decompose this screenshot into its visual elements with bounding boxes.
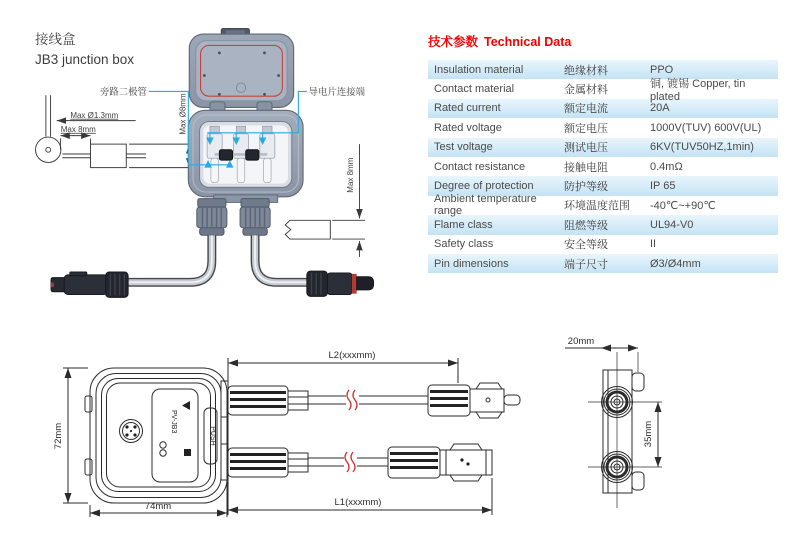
row-label-zh: 额定电压 [564,122,608,135]
row-label-en: Contact resistance [434,160,526,173]
dim-diode-body-dia: Max Ø8mm [178,93,188,135]
table-row [428,157,778,176]
table-row [428,118,778,137]
row-label-en: Rated voltage [434,121,502,134]
technical-data-title [428,32,778,50]
cert-mark [160,450,166,456]
dim-front-height: 72mm [53,422,64,450]
row-value: II [650,238,657,251]
row-label-zh: 端子尺寸 [564,258,608,271]
technical-data-section [428,32,778,273]
table-row [428,215,778,234]
row-value: 0.4mΩ [650,160,683,173]
cable-assembly-l2 [228,350,520,515]
front-view-drawing [53,368,228,517]
technical-data-title-en: Technical Data [484,35,572,49]
label-strip-terminal: 导电片连接端 [308,86,366,98]
warning-triangle-icon [182,401,190,410]
male-connector [307,271,374,296]
label-bypass-diode: 旁路二极管 [100,86,147,98]
row-label-en: Contact material [434,83,515,96]
dim-diode-lead-len: Max 8mm [60,124,96,134]
row-label-en: Degree of protection [434,180,534,193]
row-label-en: Test voltage [434,141,493,154]
diode-2 [246,150,259,160]
row-label-zh: 金属材料 [564,84,608,97]
cable-assembly-l1 [228,444,492,515]
push-label: PUSH [209,426,216,446]
row-label-zh: 防护等级 [564,181,608,194]
row-label-en: Ambient temperature range [434,193,537,218]
row-label-en: Insulation material [434,63,524,76]
dim-l2: L2(xxxmm) [328,350,376,361]
row-label-zh: 环境温度范围 [564,200,630,213]
dim-front-width: 74mm [144,501,172,512]
row-label-en: Rated current [434,102,501,115]
table-row [428,254,778,273]
dim-side-pitch: 35mm [643,420,654,448]
row-label-zh: 接触电阻 [564,161,608,174]
page-title-en: JB3 junction box [35,52,135,68]
dimension-drawings [30,330,730,545]
table-row [428,193,778,218]
table-row [428,138,778,157]
table-row [428,99,778,118]
row-value: 1000V(TUV) 600V(UL) [650,121,762,134]
diode-1 [219,150,232,160]
red-band [352,274,357,294]
dim-side-width: 20mm [567,336,595,347]
row-label-zh: 测试电压 [564,142,608,155]
dim-l1: L1(xxxmm) [334,497,382,508]
row-value: IP 65 [650,180,676,193]
junction-box-lid [189,28,293,115]
female-connector [51,272,128,297]
row-label-en: Pin dimensions [434,257,509,270]
bypass-diode-detail [36,93,194,168]
cert-mark [184,449,191,456]
model-label: PV-JB3 [170,410,177,434]
technical-data-title-zh: 技术参数 [428,35,479,49]
junction-box-body [188,110,303,202]
junction-box-illustration [20,20,430,335]
row-value: -40℃~+90℃ [650,199,716,212]
row-value: PPO [650,63,674,76]
row-value: 20A [650,102,670,115]
row-value: Ø3/Ø4mm [650,257,701,270]
row-value: 铜, 镀锡 Copper, tin plated [650,78,746,104]
cert-mark [160,442,166,448]
cable-glands [197,199,270,236]
row-label-zh: 额定电流 [564,103,608,116]
table-row [428,235,778,254]
row-label-zh: 安全等级 [564,239,608,252]
row-value: 6KV(TUV50HZ,1min) [650,141,754,154]
page-title-zh: 接线盒 [35,32,76,47]
table-row [428,78,778,104]
row-label-zh: 阻燃等级 [564,219,608,232]
dim-diode-lead-dia: Max Ø1.3mm [70,110,119,120]
cables [127,235,308,282]
dim-strip-width: Max 8mm [345,157,355,193]
side-view-drawing [565,336,662,508]
row-label-zh: 绝缘材料 [564,64,608,77]
row-label-en: Safety class [434,238,494,251]
technical-data-table [428,60,778,273]
row-label-en: Flame class [434,218,493,231]
row-value: UL94-V0 [650,218,694,231]
